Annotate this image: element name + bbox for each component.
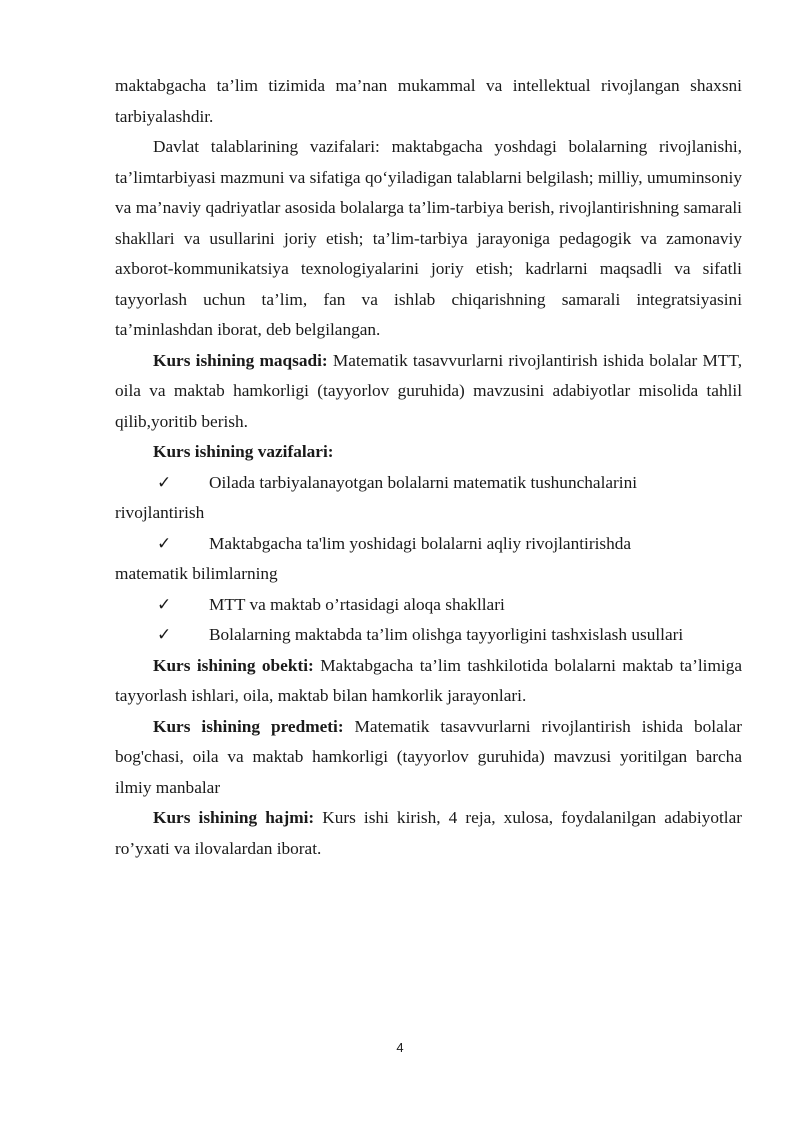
paragraph-intro-continuation: maktabgacha ta’lim tizimida ma’nan mukammal va intellektual rivojlangan shaxsni tarbiyalashdir.: [115, 76, 742, 126]
paragraph-davlat-talablari: Davlat talablarining vazifalari: maktabgacha yoshdagi bolalarning rivojlanishi, ta’limtarbiyasi mazmuni va sifatiga qo‘yiladigan talablarni belgilash; milliy, umuminsoniy va ma’naviy qadriyatlar asosida bolalarga ta’lim-tarbiya berish, rivojlantirishning samarali shakllari va usullarini joriy etish; ta’lim-tarbiya jarayoniga pedagogik va zamonaviy axborot-kommunikatsiya texnologiyalarini joriy etish; kadrlarni maqsadli va sifatli tayyorlash uchun ta’lim, fan va ishlab chiqarishning samarali integratsiyasini ta’minlashdan iborat, deb belgilangan.: [115, 137, 742, 339]
checklist-item: [115, 468, 742, 529]
checkmark-icon: ✓: [157, 594, 172, 615]
hajm-label: Kurs ishining hajmi:: [153, 808, 315, 827]
checkmark-icon: ✓: [157, 625, 172, 645]
checklist-item-continuation: matematik bilimlarning: [115, 564, 278, 583]
predmet-label: Kurs ishining predmeti:: [153, 716, 344, 736]
obekt-text: Maktabgacha ta’lim tashkilotida bolalarni maktab ta’limiga tayyorlash ishlari, oila, maktab bilan hamkorlik jarayonlari.: [115, 655, 742, 705]
checklist-item: [115, 529, 742, 590]
paragraph-predmet: [115, 712, 742, 804]
predmet-text: Matematik tasavvurlarni rivojlantirish ishida bolalar bog'chasi, oila va maktab hamkorligi (tayyorlov guruhida) mavzusi yoritilgan barcha ilmiy manbalar: [115, 716, 742, 797]
obekt-label: Kurs ishining obekti:: [153, 655, 314, 675]
checklist-item: [115, 590, 742, 621]
checklist-item-continuation: rivojlantirish: [115, 503, 205, 522]
document-page: [115, 71, 742, 864]
vazifalar-label: Kurs ishining vazifalari:: [153, 442, 334, 461]
paragraph-obekt: [115, 651, 742, 712]
checklist-item-text: Maktabgacha ta'lim yoshidagi bolalarni aqliy rivojlantirishda: [209, 533, 632, 553]
checklist-item-text: Oilada tarbiyalanayotgan bolalarni matematik tushunchalarini: [209, 472, 638, 492]
checklist-item-text: MTT va maktab o’rtasidagi aloqa shakllari: [209, 594, 505, 614]
paragraph-vazifalar-heading: [115, 437, 742, 468]
paragraph-hajm: [115, 803, 742, 864]
checklist-item-text: Bolalarning maktabda ta’lim olishga tayyorligini tashxislash usullari: [209, 625, 684, 644]
checkmark-icon: ✓: [157, 533, 172, 554]
checklist-item: [115, 620, 742, 651]
maqsad-label: Kurs ishining maqsadi:: [153, 350, 328, 370]
checkmark-icon: ✓: [157, 472, 172, 493]
hajm-text: Kurs ishi kirish, 4 reja, xulosa, foydalanilgan adabiyotlar ro’yxati va ilovalardan iborat.: [115, 808, 743, 858]
paragraph-maqsad: [115, 346, 742, 438]
maqsad-text: Matematik tasavvurlarni rivojlantirish ishida bolalar MTT, oila va maktab hamkorligi (tayyorlov guruhida) mavzusini adabiyotlar misolida tahlil qilib,yoritib berish.: [115, 350, 743, 431]
page-number: 4: [396, 1040, 404, 1055]
